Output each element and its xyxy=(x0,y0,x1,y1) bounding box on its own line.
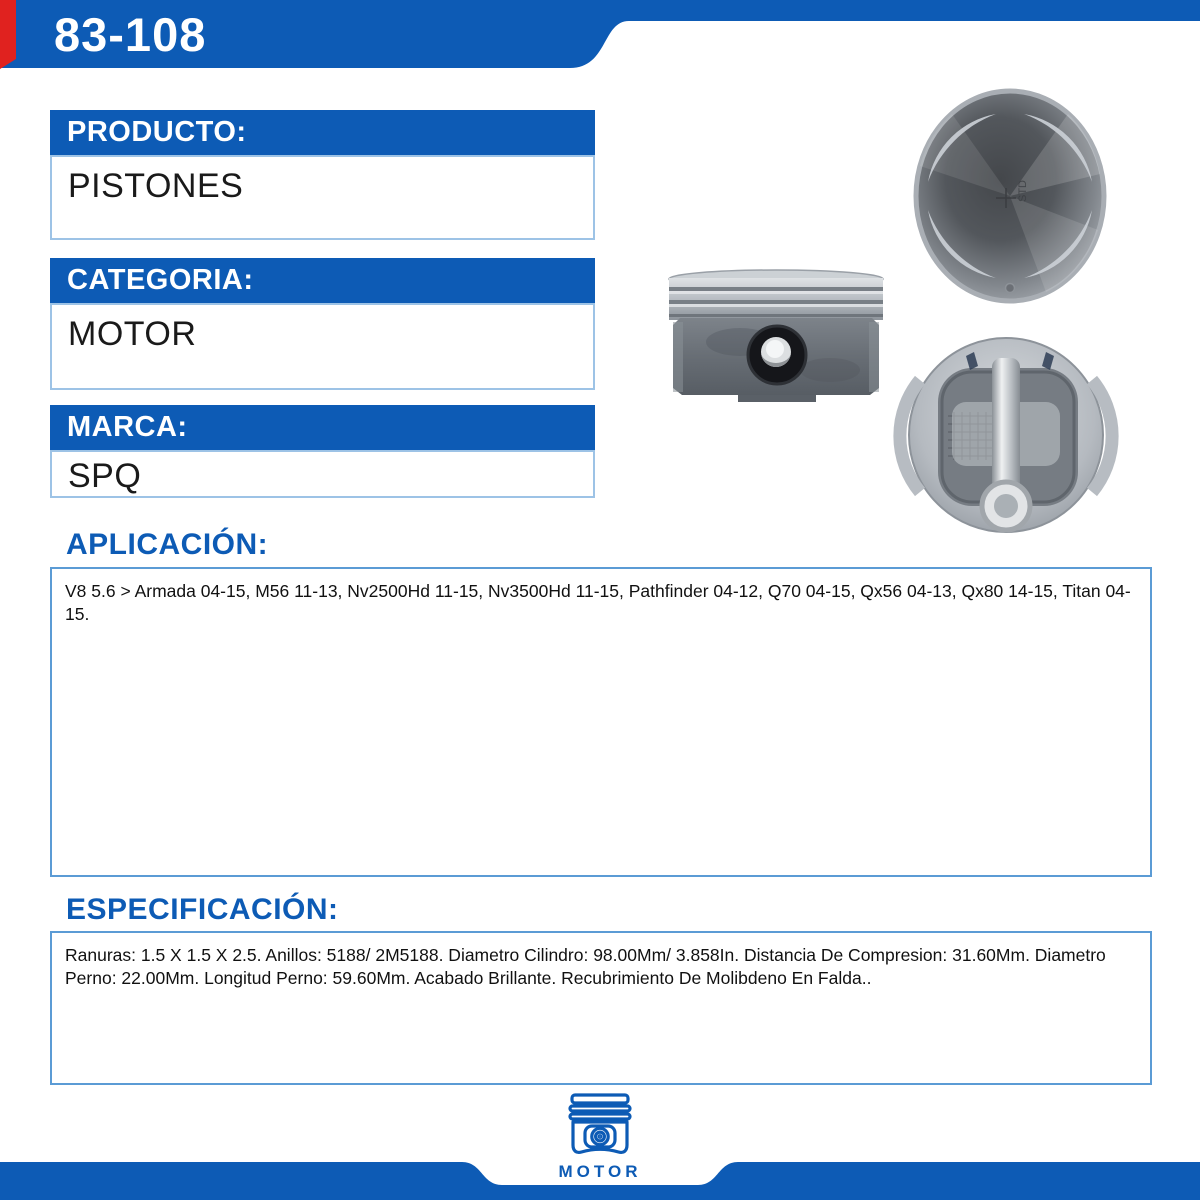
product-photos xyxy=(620,60,1200,545)
photo-piston-side-view xyxy=(669,270,883,402)
crown-screw-dot xyxy=(1006,284,1015,293)
aplicacion-panel: V8 5.6 > Armada 04-15, M56 11-13, Nv2500Hd 11-15, Nv3500Hd 11-15, Pathfinder 04-12, Q70 04-15, Qx56 04-13, Qx80 14-15, Titan 04-15. xyxy=(50,567,1152,877)
photo-piston-bottom-view xyxy=(900,338,1112,532)
field-producto-label: PRODUCTO: xyxy=(50,110,595,155)
header-red-accent xyxy=(0,0,16,69)
aplicacion-title: APLICACIÓN: xyxy=(66,528,269,561)
field-categoria xyxy=(50,258,595,390)
bottom-bar xyxy=(0,1160,1200,1200)
especificacion-title: ESPECIFICACIÓN: xyxy=(66,893,339,926)
part-number: 83-108 xyxy=(54,8,207,61)
photo-piston-top-view xyxy=(916,91,1104,301)
crown-marking-text: STD xyxy=(1017,180,1029,202)
piston-icon xyxy=(564,1093,636,1159)
especificacion-panel: Ranuras: 1.5 X 1.5 X 2.5. Anillos: 5188/ 2M5188. Diametro Cilindro: 98.00Mm/ 3.858In. Distancia De Compresion: 31.60Mm. Diametro Perno: 22.00Mm. Longitud Perno: 59.60Mm. Acabado Brillante. Recubrimiento De Molibdeno En Falda.. xyxy=(50,931,1152,1085)
footer-category-label: MOTOR xyxy=(558,1162,642,1181)
field-marca-value: SPQ xyxy=(50,450,595,498)
field-categoria-label: CATEGORIA: xyxy=(50,258,595,303)
field-producto-value: PISTONES xyxy=(50,155,595,240)
field-marca xyxy=(50,405,595,498)
field-categoria-value: MOTOR xyxy=(50,303,595,390)
field-producto xyxy=(50,110,595,240)
field-marca-label: MARCA: xyxy=(50,405,595,450)
